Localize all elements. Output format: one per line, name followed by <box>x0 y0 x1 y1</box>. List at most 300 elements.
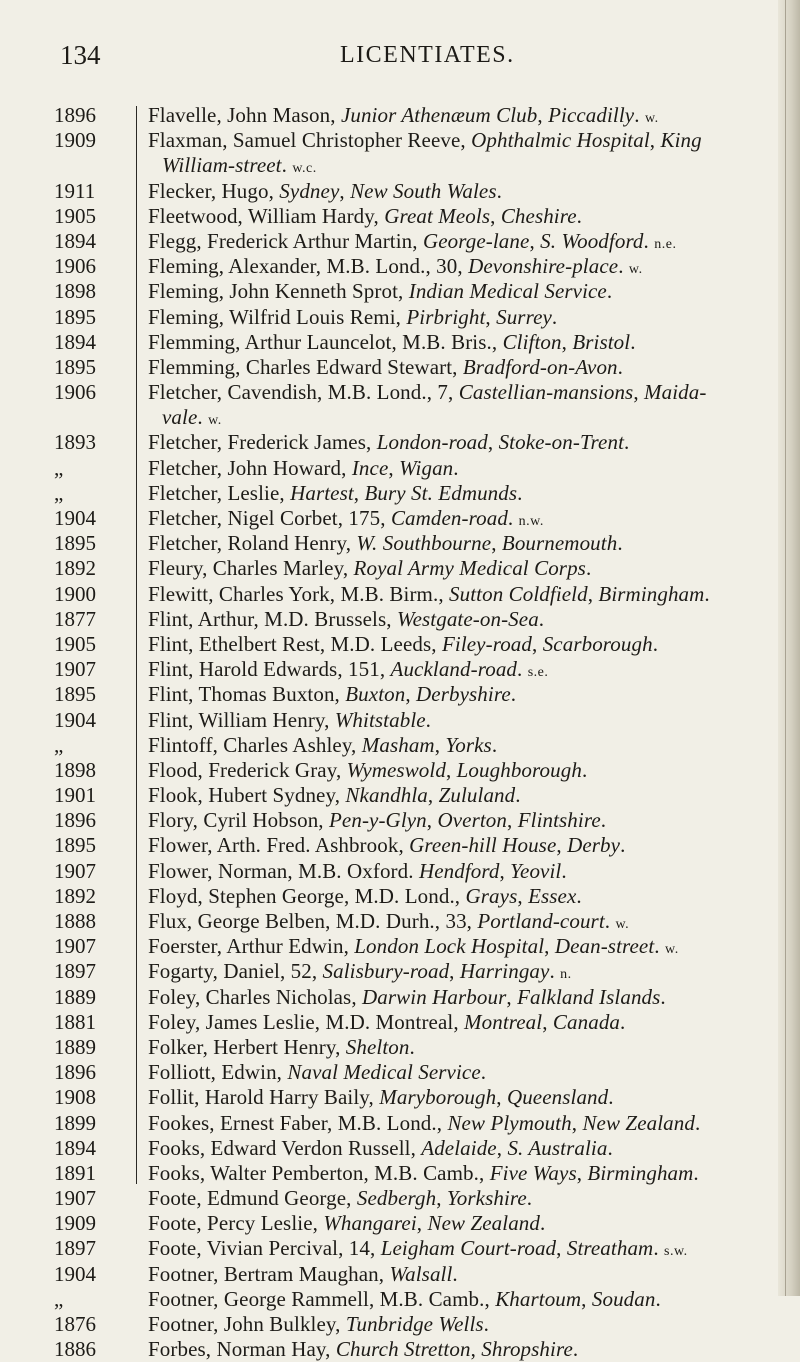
entry-place: King <box>660 128 702 153</box>
entry-year: 1897 <box>54 959 96 984</box>
entry-place: Flintshire <box>517 808 601 833</box>
entry-year: 1896 <box>54 103 96 127</box>
entry-text: . <box>480 1060 487 1085</box>
entry-text: , <box>633 380 645 405</box>
entry-year: 1905 <box>54 631 96 656</box>
entry-text: . <box>483 1312 490 1336</box>
entry-text: Fleming, John Kenneth Sprot, <box>148 279 409 304</box>
entry-line <box>148 128 780 153</box>
entry-text: . <box>510 682 517 707</box>
entry-text: . <box>496 178 502 203</box>
entry-year: 1895 <box>54 354 96 379</box>
entry-year: 1907 <box>54 934 96 959</box>
entry-year: 1907 <box>54 657 96 682</box>
entry-text: . <box>652 631 659 656</box>
entry-text: . <box>604 909 616 933</box>
entry-text: Flegg, Frederick Arthur Martin, <box>148 228 423 253</box>
entry-place: Queensland <box>506 1085 609 1110</box>
entries-column <box>148 103 780 1362</box>
entry-text: , <box>487 430 499 455</box>
entry-place: Devonshire-place <box>468 254 619 279</box>
entry-text: Footner, Bertram Maughan, <box>148 1261 390 1286</box>
entry-line <box>148 607 780 632</box>
entry-place: Junior Athenæum Club <box>340 103 538 127</box>
entry-text: Fleetwood, William Hardy, <box>148 203 385 228</box>
entry-place: Sydney <box>279 178 340 203</box>
entry-text: . <box>600 808 607 833</box>
entry-place: Adelaide <box>421 1135 497 1160</box>
entry-text: , <box>427 783 439 808</box>
entry-place: Nkandhla <box>345 783 428 808</box>
entry-place: Clifton <box>502 329 562 354</box>
entry-year: 1895 <box>54 682 96 707</box>
entry-text: , <box>507 808 518 833</box>
entry-text: , <box>405 682 417 707</box>
entry-district: w. <box>644 111 659 126</box>
entry-text: Footner, John Bulkley, <box>148 1312 346 1336</box>
entry-place: Bradford-on-Avon <box>462 354 618 379</box>
entry-place: Zululand <box>438 783 516 808</box>
entry-place: Stoke-on-Trent <box>498 430 625 455</box>
entry-text: . <box>655 1286 661 1311</box>
entry-district: w. <box>665 942 679 958</box>
entry-text: Foley, Charles Nicholas, <box>148 984 363 1009</box>
entry-text: . <box>409 1034 415 1059</box>
entry-place: W. Southbourne <box>356 531 492 556</box>
entry-text: , <box>470 1337 482 1362</box>
entry-place: Pen-y-Glyn <box>329 808 427 833</box>
entry-place: Filey-road <box>441 631 532 656</box>
entry-text: Fleury, Charles Marley, <box>148 556 354 581</box>
entry-text: , <box>499 858 511 883</box>
entry-line <box>148 682 780 707</box>
entry-place: Walsall <box>389 1261 453 1286</box>
entry-text: . <box>507 506 519 530</box>
entry-place: Naval Medical Service <box>287 1060 481 1085</box>
entry-text: Flint, Thomas Buxton, <box>148 682 346 707</box>
entry-place: Grays <box>465 883 518 908</box>
entry-text: Fogarty, Daniel, 52, <box>148 959 323 984</box>
entry-district: n.w. <box>518 514 544 529</box>
entry-place: Ophthalmic Hospital <box>471 128 650 153</box>
entry-line <box>148 934 780 959</box>
entry-year: „ <box>54 732 64 757</box>
entry-year: 1892 <box>54 883 96 908</box>
entry-text: , <box>649 128 661 153</box>
entry-text: Fleming, Wilfrid Louis Remi, <box>148 304 407 329</box>
entry-text: Flint, Harold Edwards, 151, <box>148 657 391 682</box>
entry-place: Soudan <box>591 1286 656 1311</box>
entry-place: Yorkshire <box>446 1186 527 1211</box>
entry-place: Indian Medical Service <box>408 279 607 304</box>
entry-text: . <box>517 657 528 682</box>
entry-continuation <box>148 153 780 178</box>
entry-text: . <box>694 1110 701 1135</box>
entry-line <box>148 758 780 783</box>
entry-place: Auckland-road <box>390 657 518 682</box>
entry-text: , <box>576 1160 588 1185</box>
entry-text: Floyd, Stephen George, M.D. Lond., <box>148 883 466 908</box>
entry-year: 1894 <box>54 329 96 354</box>
entry-year: 1896 <box>54 808 96 833</box>
entry-text: . <box>608 1085 614 1110</box>
entry-text: . <box>581 757 588 782</box>
entry-text: Foley, James Leslie, M.D. Montreal, <box>148 1009 465 1034</box>
entry-text: Flower, Norman, M.B. Oxford. <box>148 858 419 883</box>
entry-place: George-lane <box>422 228 530 253</box>
entry-place: Essex <box>528 883 577 908</box>
entry-text: Forbes, Norman Hay, <box>148 1337 336 1362</box>
entry-line <box>148 1337 780 1362</box>
entry-year: 1895 <box>54 833 96 858</box>
entry-place: Hendford <box>418 858 500 883</box>
entry-text: , <box>485 304 497 329</box>
entry-text: Follit, Harold Harry Baily, <box>148 1085 380 1110</box>
entry-year: 1886 <box>54 1337 96 1362</box>
entry-text: . <box>624 430 630 455</box>
entry-text: . <box>618 254 629 279</box>
entry-place: Loughborough <box>456 757 582 782</box>
entry-district: w. <box>208 413 222 429</box>
entry-text: , <box>556 1236 567 1261</box>
entry-place: Portland-court <box>477 909 605 933</box>
entry-text: Foote, Percy Leslie, <box>148 1211 324 1236</box>
entry-district: s.e. <box>527 665 549 681</box>
entry-year: 1898 <box>54 279 96 304</box>
entry-place: Piccadilly <box>548 103 635 127</box>
entry-year: 1894 <box>54 1135 96 1160</box>
entry-text: . <box>585 556 592 581</box>
entry-year: 1877 <box>54 606 96 631</box>
entry-text: Flavelle, John Mason, <box>148 103 341 127</box>
entry-line <box>148 481 780 506</box>
entry-year: 1906 <box>54 380 96 405</box>
entry-year: 1881 <box>54 1009 96 1034</box>
entry-text: . <box>617 531 623 556</box>
entry-text: . <box>606 279 613 304</box>
page-number: 134 <box>60 40 101 70</box>
entry-line <box>148 1010 780 1035</box>
entry-line <box>148 1060 780 1085</box>
entry-place: Yorks <box>445 732 492 757</box>
entry-text: , <box>434 732 446 757</box>
entry-line <box>148 1161 780 1186</box>
entry-place: Whangarei <box>323 1211 417 1236</box>
entry-place: Sutton Coldfield <box>449 581 588 606</box>
entry-year: 1899 <box>54 1110 96 1135</box>
entry-continuation <box>148 405 780 430</box>
entry-line <box>148 1262 780 1287</box>
entry-place: Overton <box>437 808 507 833</box>
entry-place: Five Ways <box>489 1160 577 1185</box>
entry-year: 1904 <box>54 506 96 530</box>
entry-place: vale <box>162 405 198 430</box>
entry-year <box>54 405 130 430</box>
entry-year: 1911 <box>54 178 96 203</box>
entry-text: . <box>517 480 523 505</box>
entry-text: . <box>540 1211 546 1236</box>
entry-year: 1904 <box>54 707 96 732</box>
entry-year: 1897 <box>54 1236 96 1261</box>
entry-text: Flewitt, Charles York, M.B. Birm., <box>148 581 450 606</box>
entry-line <box>148 1085 780 1110</box>
column-rule <box>136 106 137 1184</box>
entry-place: New Zealand <box>582 1110 695 1135</box>
entry-text: . <box>607 1135 613 1160</box>
entry-text: , <box>581 1286 592 1311</box>
entry-text: . <box>453 455 459 480</box>
entry-text: , <box>339 178 351 203</box>
entry-line <box>148 430 780 455</box>
entry-year: 1889 <box>54 1034 96 1059</box>
entry-place: Bristol <box>572 329 631 354</box>
entry-line <box>148 355 780 380</box>
entry-place: Derbyshire <box>416 682 511 707</box>
entry-text: . <box>643 228 655 253</box>
entry-text: . <box>693 1160 699 1185</box>
entry-line <box>148 884 780 909</box>
entry-line <box>148 229 780 254</box>
entry-place: Birmingham <box>598 581 705 606</box>
running-head: LICENTIATES. <box>340 42 515 68</box>
entry-text: . <box>660 984 666 1009</box>
entry-year: 1901 <box>54 783 96 808</box>
entry-text: , <box>517 883 529 908</box>
entry-text: Fooks, Walter Pemberton, M.B. Camb., <box>148 1160 490 1185</box>
entry-year: 1876 <box>54 1312 96 1336</box>
entry-line <box>148 556 780 581</box>
entry-line <box>148 833 780 858</box>
entry-line <box>148 531 780 556</box>
entry-line <box>148 103 780 128</box>
entry-place: Streatham <box>566 1236 654 1261</box>
entry-text: Fookes, Ernest Faber, M.B. Lond., <box>148 1110 448 1135</box>
year-column <box>54 103 130 1362</box>
entry-place: Royal Army Medical Corps <box>353 556 586 581</box>
entry-text: . <box>561 858 567 883</box>
entry-place: Shropshire <box>481 1337 573 1362</box>
entry-line <box>148 808 780 833</box>
entry-text: Foerster, Arthur Edwin, <box>148 934 355 959</box>
entry-place: S. Woodford <box>540 228 644 253</box>
entry-line <box>148 582 780 607</box>
entry-text: . <box>576 203 583 228</box>
entry-place: Yeovil <box>510 858 562 883</box>
entry-text: Foote, Vivian Percival, 14, <box>148 1236 381 1261</box>
entry-year: 1909 <box>54 128 96 153</box>
entry-text: Fletcher, Frederick James, <box>148 430 377 455</box>
entry-year: 1904 <box>54 1261 96 1286</box>
entry-place: Wigan <box>399 455 454 480</box>
entry-place: Scarborough <box>542 631 653 656</box>
entry-year: 1909 <box>54 1211 96 1236</box>
entry-place: Wymeswold <box>346 757 446 782</box>
entry-line <box>148 985 780 1010</box>
entry-place: New Plymouth <box>447 1110 572 1135</box>
entry-text: , <box>449 959 460 984</box>
entry-place: Castellian-mansions <box>458 380 634 405</box>
entry-line <box>148 506 780 531</box>
entry-line <box>148 204 780 229</box>
entry-line <box>148 380 780 405</box>
entry-place: Harringay <box>459 959 550 984</box>
entry-text: , <box>544 934 555 959</box>
entry-text: . <box>654 934 665 959</box>
entry-place: Salisbury-road <box>322 959 450 984</box>
entry-text: Flintoff, Charles Ashley, <box>148 732 362 757</box>
entry-text: , <box>587 581 599 606</box>
entry-place: Dean-street <box>554 934 655 959</box>
entry-place: Hartest <box>290 480 354 505</box>
entry-text: . <box>620 833 626 858</box>
entry-place: Falkland Islands <box>517 984 661 1009</box>
entry-place: Bury St. Edmunds <box>364 480 518 505</box>
entry-line <box>148 179 780 204</box>
entry-year: 1898 <box>54 757 96 782</box>
entry-text: Foote, Edmund George, <box>148 1186 357 1211</box>
entry-text: . <box>704 581 710 606</box>
entry-district: w. <box>628 262 643 278</box>
entry-text: Fletcher, Nigel Corbet, 175, <box>148 506 391 530</box>
entry-text: Fletcher, John Howard, <box>148 455 352 480</box>
entry-text: Flood, Frederick Gray, <box>148 757 347 782</box>
entry-line <box>148 1287 780 1312</box>
entry-text: . <box>572 1337 579 1362</box>
entry-year: 1891 <box>54 1160 96 1185</box>
entry-place: Ince <box>351 455 389 480</box>
entry-text: , <box>542 1009 553 1034</box>
entry-year: 1896 <box>54 1060 96 1085</box>
entry-year: 1895 <box>54 304 96 329</box>
entry-text: Folker, Herbert Henry, <box>148 1034 346 1059</box>
entry-year: 1889 <box>54 984 96 1009</box>
entry-text: , <box>561 329 573 354</box>
entry-text: Flower, Arth. Fred. Ashbrook, <box>148 833 410 858</box>
entry-year: 1894 <box>54 228 96 253</box>
entry-text: , <box>388 455 400 480</box>
entry-text: , <box>445 757 457 782</box>
entry-line <box>148 1136 780 1161</box>
page-edge-shadow <box>778 0 800 1296</box>
entry-text: . <box>425 707 432 732</box>
entry-place: Canada <box>552 1009 621 1034</box>
entry-text: . <box>281 153 293 178</box>
entry-text: Flint, Ethelbert Rest, M.D. Leeds, <box>148 631 442 656</box>
entry-year: 1892 <box>54 556 96 581</box>
entry-text: . <box>620 1009 626 1034</box>
entry-text: . <box>653 1236 665 1261</box>
entry-line <box>148 657 780 682</box>
entry-place: London-road <box>376 430 488 455</box>
entry-text: , <box>436 1186 447 1211</box>
entry-place: Bournemouth <box>501 531 618 556</box>
entry-line <box>148 1186 780 1211</box>
entry-text: . <box>452 1261 458 1286</box>
entry-text: . <box>630 329 636 354</box>
entry-text: Flint, Arthur, M.D. Brussels, <box>148 606 397 631</box>
page-header <box>0 40 800 80</box>
entry-text: , <box>353 480 365 505</box>
entry-text: Flux, George Belben, M.D. Durh., 33, <box>148 909 478 933</box>
entry-line <box>148 330 780 355</box>
entry-district: n.e. <box>654 236 677 252</box>
entry-place: Masham <box>361 732 435 757</box>
entry-place: New South Wales <box>350 178 497 203</box>
entry-place: Sedbergh <box>356 1186 437 1211</box>
entry-line <box>148 708 780 733</box>
entry-text: . <box>491 732 498 757</box>
entry-year: 1905 <box>54 203 96 228</box>
entry-line <box>148 632 780 657</box>
entry-line <box>148 1211 780 1236</box>
entry-district: s.w. <box>664 1244 688 1260</box>
entry-text: Flory, Cyril Hobson, <box>148 808 329 833</box>
entry-line <box>148 279 780 304</box>
page-edge-line <box>785 0 786 1296</box>
entry-line <box>148 1236 780 1261</box>
entry-text: . <box>634 103 645 127</box>
entry-text: . <box>576 883 582 908</box>
entry-text: Footner, George Rammell, M.B. Camb., <box>148 1286 496 1311</box>
entry-year: 1900 <box>54 581 96 606</box>
entry-text: . <box>515 783 521 808</box>
entry-year: 1908 <box>54 1085 96 1110</box>
entry-line <box>148 909 780 934</box>
entry-text: Fooks, Edward Verdon Russell, <box>148 1135 422 1160</box>
entry-text: . <box>197 405 209 430</box>
entry-line <box>148 1312 780 1337</box>
entry-line <box>148 959 780 984</box>
entry-year: 1893 <box>54 430 96 455</box>
entry-text: Flaxman, Samuel Christopher Reeve, <box>148 128 472 153</box>
entry-place: New Zealand <box>427 1211 540 1236</box>
entry-text: , <box>571 1110 583 1135</box>
entry-year <box>54 153 130 178</box>
entry-text: Fleming, Alexander, M.B. Lond., 30, <box>148 254 469 279</box>
entry-year: „ <box>54 455 64 480</box>
entry-place: Church Stretton <box>335 1337 471 1362</box>
entry-text: Flemming, Arthur Launcelot, M.B. Bris., <box>148 329 503 354</box>
entry-text: , <box>529 228 541 253</box>
entry-text: , <box>532 631 543 656</box>
entry-place: Surrey <box>496 304 552 329</box>
entry-place: William-street <box>162 153 282 178</box>
entry-place: Shelton <box>345 1034 410 1059</box>
entry-text: , <box>537 103 549 127</box>
entry-place: Maryborough <box>379 1085 497 1110</box>
entry-text: , <box>491 531 502 556</box>
entry-place: Great Meols <box>384 203 491 228</box>
entry-place: Maida- <box>644 380 707 405</box>
entry-place: Leigham Court-road <box>380 1236 557 1261</box>
entry-place: Buxton <box>345 682 406 707</box>
entry-place: Montreal <box>464 1009 543 1034</box>
entry-place: Cheshire <box>500 203 577 228</box>
entry-place: S. Australia <box>507 1135 608 1160</box>
entry-text: , <box>426 808 438 833</box>
entry-text: Fletcher, Cavendish, M.B. Lond., 7, <box>148 380 459 405</box>
entry-text: . <box>549 959 561 984</box>
entry-text: , <box>506 984 518 1009</box>
entry-line <box>148 859 780 884</box>
entry-year: „ <box>54 1286 64 1311</box>
entry-text: , <box>416 1211 428 1236</box>
entry-line <box>148 254 780 279</box>
entry-text: Fletcher, Leslie, <box>148 480 291 505</box>
entry-text: Flemming, Charles Edward Stewart, <box>148 354 463 379</box>
entry-text: . <box>617 354 624 379</box>
entry-place: London Lock Hospital <box>354 934 545 959</box>
